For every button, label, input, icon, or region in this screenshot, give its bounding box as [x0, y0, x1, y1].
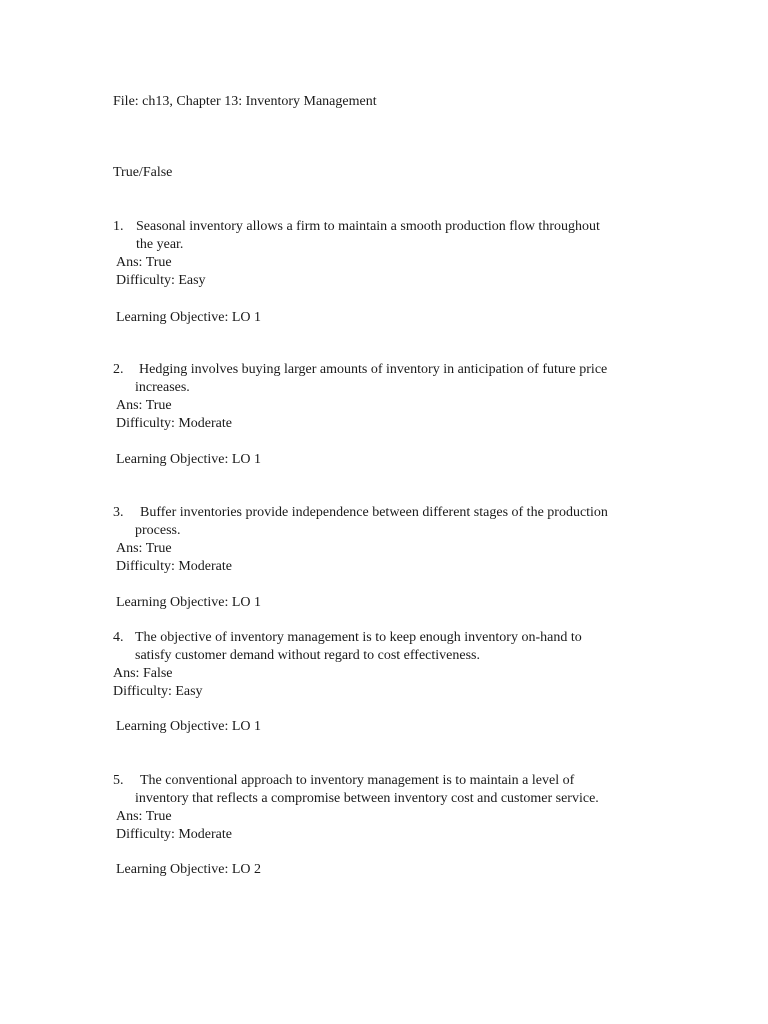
question-text-continued: inventory that reflects a compromise between inventory cost and customer service.: [135, 791, 599, 806]
difficulty-line: Difficulty: Moderate: [116, 827, 232, 842]
question-text-continued: satisfy customer demand without regard to cost effectiveness.: [135, 648, 480, 663]
answer-line: Ans: True: [116, 255, 172, 270]
answer-line: Ans: True: [116, 809, 172, 824]
question-text: Hedging involves buying larger amounts of inventory in anticipation of future price: [139, 362, 608, 377]
learning-objective-line: Learning Objective: LO 2: [116, 862, 262, 877]
question-text: Buffer inventories provide independence between different stages of the production: [140, 505, 608, 520]
question-text-continued: process.: [135, 523, 181, 538]
document-title: File: ch13, Chapter 13: Inventory Management: [113, 94, 377, 109]
learning-objective-line: Learning Objective: LO 1: [116, 719, 262, 734]
question-number: 3.: [113, 505, 124, 520]
question-number: 2.: [113, 362, 124, 377]
question-text-continued: increases.: [135, 380, 190, 395]
question-number: 5.: [113, 773, 124, 788]
difficulty-line: Difficulty: Easy: [116, 273, 206, 288]
question-number: 4.: [113, 630, 124, 645]
section-heading: True/False: [113, 165, 173, 180]
learning-objective-line: Learning Objective: LO 1: [116, 595, 262, 610]
question-text: Seasonal inventory allows a firm to maintain a smooth production flow throughout: [136, 219, 600, 234]
answer-line: Ans: True: [116, 398, 172, 413]
answer-line: Ans: True: [116, 541, 172, 556]
learning-objective-line: Learning Objective: LO 1: [116, 452, 262, 467]
difficulty-line: Difficulty: Easy: [113, 684, 203, 699]
question-text: The conventional approach to inventory management is to maintain a level of: [140, 773, 575, 788]
learning-objective-line: Learning Objective: LO 1: [116, 310, 262, 325]
question-number: 1.: [113, 219, 124, 234]
question-text-continued: the year.: [136, 237, 184, 252]
answer-line: Ans: False: [113, 666, 173, 681]
difficulty-line: Difficulty: Moderate: [116, 559, 232, 574]
question-text: The objective of inventory management is to keep enough inventory on-hand to: [135, 630, 582, 645]
difficulty-line: Difficulty: Moderate: [116, 416, 232, 431]
